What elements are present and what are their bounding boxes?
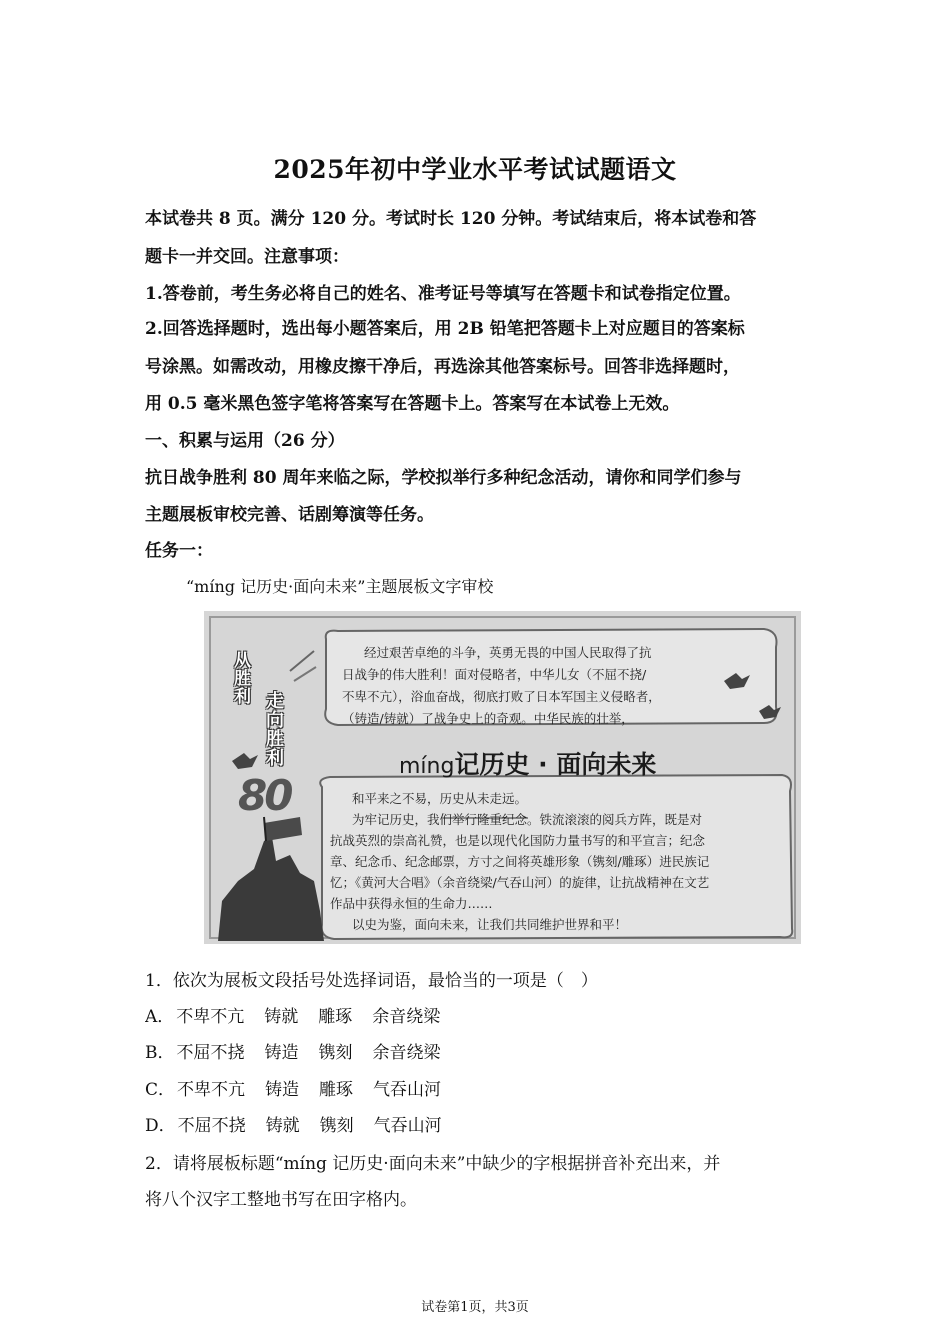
task-label: 任务一： — [145, 541, 213, 561]
option-word: 镌刻 — [318, 1043, 353, 1063]
page-footer: 试卷第1页，共3页 — [421, 1300, 529, 1315]
poster-bottom-line: 抗战英烈的崇高礼赞，也是以现代化国防力量书写的和平宣言；纪念 — [330, 833, 706, 848]
option-word: 不屈不挠 — [177, 1116, 246, 1136]
question-2-stem-cont: 将八个汉字工整地书写在田字格内。 — [145, 1190, 417, 1210]
option-word: 余音绕梁 — [372, 1007, 441, 1027]
option-word: 铸造 — [265, 1080, 300, 1100]
option-word: 铸造 — [264, 1043, 299, 1063]
poster-top-line: 经过艰苦卓绝的斗争，英勇无畏的中国人民取得了抗 — [364, 645, 652, 660]
option-c — [145, 1078, 810, 1102]
poster-bottom-line: 忆；《黄河大合唱》（余音绕梁/气吞山河）的旋律，让抗战精神在文艺 — [330, 875, 710, 890]
option-word: 余音绕梁 — [372, 1043, 441, 1063]
poster-number-80: 80 — [238, 771, 291, 820]
option-word: 雕琢 — [319, 1080, 354, 1100]
poster-image — [204, 611, 801, 944]
intro-line: 本试卷共 8 页。满分 120 分。考试时长 120 分钟。考试结束后，将本试卷和答 — [145, 209, 757, 229]
poster-bottom-line: 为牢记历史，我们举行隆重纪念。铁流滚滚的阅兵方阵，既是对 — [352, 812, 703, 827]
poster-top-line: 日战争的伟大胜利！面对侵略者，中华儿女（不屈不挠/ — [342, 667, 647, 682]
option-word: 雕琢 — [318, 1007, 353, 1027]
poster-bottom-line: 章、纪念币、纪念邮票，方寸之间将英雄形象（镌刻/雕琢）进民族记 — [330, 854, 710, 869]
option-word: 不卑不亢 — [177, 1080, 246, 1100]
option-label: A． — [145, 1007, 175, 1027]
option-word: 铸就 — [265, 1116, 300, 1136]
notice-item-2: 2.回答选择题时，选出每小题答案后，用 2B 铅笔把答题卡上对应题目的答案标 — [145, 319, 745, 339]
option-word: 不屈不挠 — [176, 1043, 245, 1063]
option-label: B． — [145, 1043, 175, 1063]
poster-title-pinyin: míng — [399, 754, 455, 779]
poster-bottom-line: 和平来之不易，历史从未走远。 — [352, 791, 528, 806]
option-label: D． — [145, 1116, 176, 1136]
option-word: 气吞山河 — [373, 1116, 442, 1136]
question-1-stem: 1．依次为展板文段括号处选择词语，最恰当的一项是（ ） — [145, 971, 598, 991]
option-b — [145, 1041, 810, 1065]
option-word: 铸就 — [264, 1007, 299, 1027]
option-word: 不卑不亢 — [176, 1007, 245, 1027]
poster-title-text: 记历史 · 面向未来 — [454, 750, 657, 779]
context-line: 抗日战争胜利 80 周年来临之际，学校拟举行多种纪念活动，请你和同学们参与 — [145, 468, 742, 488]
question-2-stem: 2．请将展板标题“míng 记历史·面向未来”中缺少的字根据拼音补充出来，并 — [145, 1154, 721, 1174]
option-label: C． — [145, 1080, 176, 1100]
section-heading: 一、积累与运用（26 分） — [145, 431, 345, 451]
exam-title: 2025年初中学业水平考试试题语文 — [273, 155, 677, 184]
notice-item-2-cont: 号涂黑。如需改动，用橡皮擦干净后，再选涂其他答案标号。回答非选择题时， — [145, 357, 740, 377]
poster-vertical-left: 从胜利 — [230, 651, 250, 705]
poster-bottom-line: 以史为鉴，面向未来，让我们共同维护世界和平！ — [352, 917, 628, 932]
poster-top-line: 不卑不亢），浴血奋战，彻底打败了日本军国主义侵略者， — [342, 689, 661, 704]
poster-caption: “míng 记历史·面向未来”主题展板文字审校 — [186, 577, 494, 596]
notice-item-2-cont: 用 0.5 毫米黑色签字笔将答案写在答题卡上。答案写在本试卷上无效。 — [145, 394, 680, 414]
option-a — [145, 1005, 810, 1029]
intro-line: 题卡一并交回。注意事项： — [145, 247, 349, 267]
poster-bottom-line: 作品中获得永恒的生命力…… — [330, 896, 493, 911]
context-line: 主题展板审校完善、话剧筹演等任务。 — [145, 505, 434, 525]
option-word: 气吞山河 — [373, 1080, 442, 1100]
notice-item-1: 1.答卷前，考生务必将自己的姓名、准考证号等填写在答题卡和试卷指定位置。 — [145, 284, 741, 304]
option-d — [145, 1114, 810, 1138]
option-word: 镌刻 — [319, 1116, 354, 1136]
poster-vertical-right: 走向胜利 — [263, 691, 284, 767]
poster-title — [399, 745, 656, 781]
poster-top-line: （铸造/铸就）了战争史上的奇观。中华民族的壮举， — [342, 711, 634, 726]
